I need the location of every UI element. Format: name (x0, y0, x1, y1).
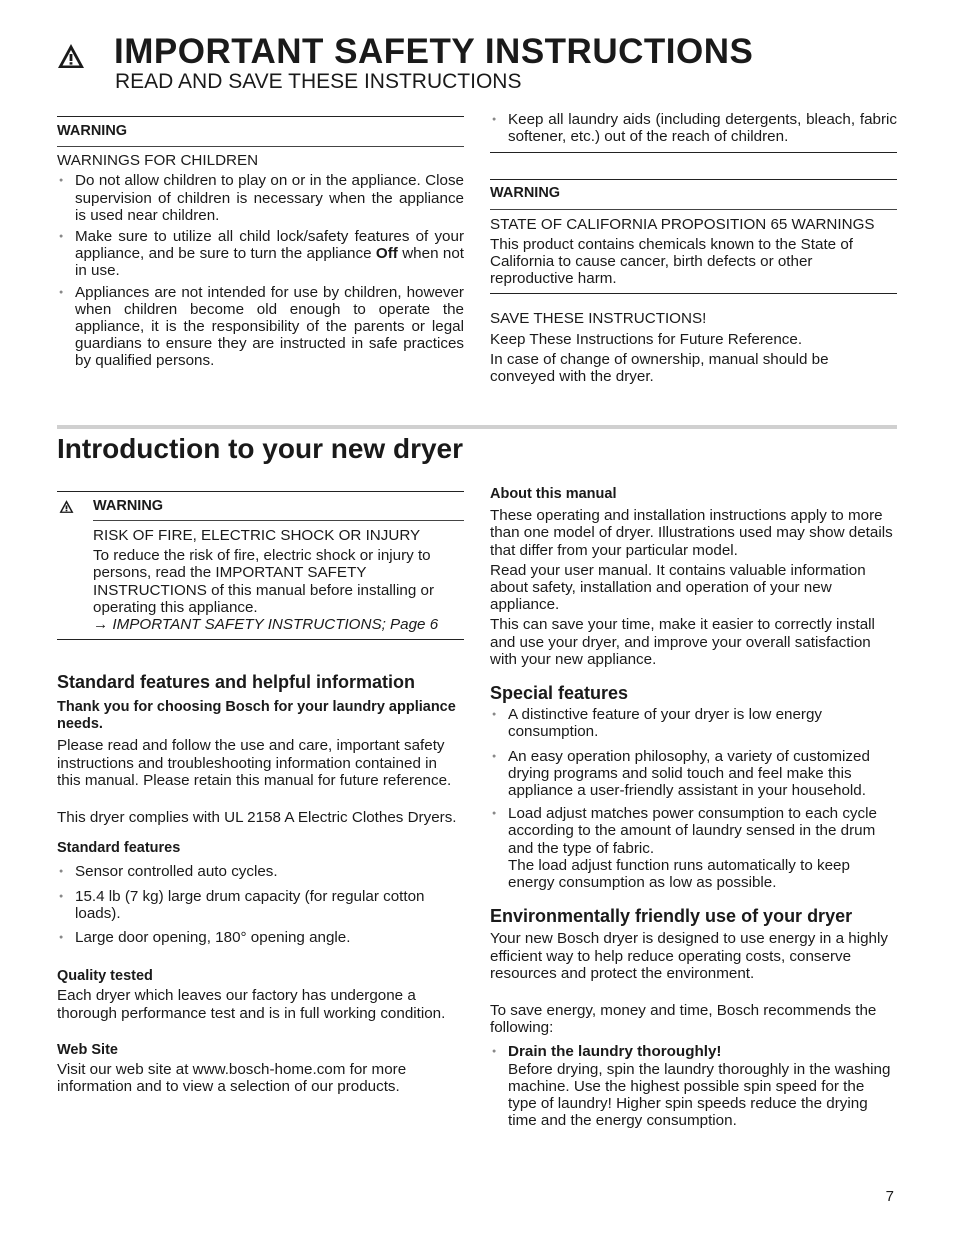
warning-text: To reduce the risk of fire, electric shock or injury to persons, read the IMPORTANT SAFETY INSTRUCTIONS of this manual before installing or operating this appliance. (93, 547, 434, 616)
page-number: 7 (885, 1188, 894, 1205)
cross-reference-link[interactable]: IMPORTANT SAFETY INSTRUCTIONS; Page 6 (112, 616, 439, 634)
about-para: These operating and installation instructions apply to more than one model of dryer. Illustrations used may show details that differ from your particular model. (490, 507, 893, 559)
list-item-text: The load adjust function runs automatically to keep energy consumption as low as possible. (508, 856, 850, 892)
quality-heading: Quality tested (57, 968, 153, 985)
divider (490, 209, 897, 210)
about-para: This can save your time, make it easier to correctly install and use your dryer, and improve your overall satisfaction with your new appliance. (490, 616, 875, 668)
special-features-list (490, 706, 897, 891)
quality-text: Each dryer which leaves our factory has undergone a thorough performance test and is in full working condition. (57, 987, 446, 1022)
save-text: Keep These Instructions for Future Reference. (490, 330, 803, 348)
list-item-text: Load adjust matches power consumption to each cycle according to the amount of laundry sensed in the drum and the type of fabric. (508, 805, 877, 857)
list-item: ● A distinctive feature of your dryer is low energy consumption. (490, 706, 897, 740)
cross-reference (93, 616, 464, 633)
tip-text: Before drying, spin the laundry thoroughly in the washing machine. Use the highest possible spin speed for the type of laundry! Higher spin speeds reduce the drying time and the energy consumption. (508, 1060, 891, 1130)
intro-title: Introduction to your new dryer (57, 433, 464, 464)
list-item: ● 15.4 lb (7 kg) large drum capacity (for regular cotton loads). (57, 888, 464, 922)
features-heading: Standard features (57, 840, 181, 857)
warning-body (57, 527, 464, 633)
list-item-text: when not in use. (75, 245, 464, 280)
safety-left-column (57, 116, 464, 370)
special-heading: Special features (490, 683, 629, 704)
list-item: ● Keep all laundry aids (including detergents, bleach, fabric softener, etc.) out of the reach of children. (490, 111, 897, 145)
list-item: ● Appliances are not intended for use by children, however when children become old enough to operate the appliance, it is the responsibility of the parents or legal guardians to ensure they are instructed in safe practices by qualified persons. (57, 284, 464, 370)
list-item-text: Make sure to utilize all child lock/safety features of your appliance, and be sure to turn the appliance (75, 228, 464, 263)
divider (490, 293, 897, 294)
laundry-aids-list (490, 111, 897, 145)
env-heading: Environmentally friendly use of your dryer (490, 906, 853, 927)
web-text: Visit our web site at www.bosch-home.com for more information and to view a selection of our products. (57, 1061, 407, 1096)
list-item-bold: Off (375, 245, 398, 263)
intro-right-column (490, 486, 897, 1130)
children-heading: WARNINGS FOR CHILDREN (57, 152, 259, 170)
divider (57, 116, 464, 117)
divider (93, 520, 464, 521)
standard-para: Please read and follow the use and care, important safety instructions and troubleshooting information contained in this manual. Please retain this manual for future reference. (57, 737, 452, 789)
divider (57, 639, 464, 640)
warning-triangle-icon (58, 499, 75, 514)
list-item: ● Large door opening, 180° opening angle. (57, 929, 464, 946)
arrow-icon: → (93, 616, 109, 634)
list-item: ● Sensor controlled auto cycles. (57, 863, 464, 880)
standard-para: This dryer complies with UL 2158 A Electric Clothes Dryers. (57, 809, 457, 827)
divider (490, 152, 897, 153)
tip-heading: ● Drain the laundry thoroughly! (508, 1043, 722, 1061)
warning-label: WARNING (93, 498, 164, 514)
prop65-heading: STATE OF CALIFORNIA PROPOSITION 65 WARNINGS (490, 215, 875, 233)
thank-you-text: Thank you for choosing Bosch for your laundry appliance needs. (57, 699, 456, 733)
list-item: ● Do not allow children to play on or in the appliance. Close supervision of children is necessary when the appliance is used near children. (57, 172, 464, 224)
divider (490, 179, 897, 180)
save-heading: SAVE THESE INSTRUCTIONS! (490, 310, 707, 328)
list-item: ● An easy operation philosophy, a variety of customized drying programs and solid touch and feel make this appliance a user-friendly assistant in your household. (490, 748, 897, 800)
env-para: To save energy, money and time, Bosch recommends the following: (490, 1002, 877, 1037)
page-title: IMPORTANT SAFETY INSTRUCTIONS (114, 32, 754, 71)
about-para: Read your user manual. It contains valuable information about safety, installation and operation of your new appliance. (490, 561, 866, 614)
about-heading: About this manual (490, 486, 617, 502)
list-item (490, 1043, 897, 1129)
energy-tips-list (490, 1043, 897, 1129)
warning-heading: RISK OF FIRE, ELECTRIC SHOCK OR INJURY (93, 527, 421, 544)
features-list (57, 863, 464, 946)
divider (57, 146, 464, 147)
web-heading: Web Site (57, 1041, 118, 1058)
intro-left-column (57, 491, 464, 1095)
standard-heading: Standard features and helpful information (57, 672, 416, 693)
warning-label: WARNING (57, 123, 128, 139)
warning-label: WARNING (490, 185, 561, 202)
save-text: In case of change of ownership, manual should be conveyed with the dryer. (490, 350, 829, 386)
safety-right-column (490, 111, 897, 385)
warning-header (57, 492, 464, 520)
list-item (57, 228, 464, 280)
section-divider (57, 425, 897, 429)
env-para: Your new Bosch dryer is designed to use energy in a highly efficient way to help reduce operating costs, conserve resources and protect the environment. (490, 930, 888, 982)
prop65-text: This product contains chemicals known to the State of California to cause cancer, birth defects or other reproductive harm. (490, 235, 854, 288)
list-item (490, 805, 897, 891)
warning-triangle-icon (56, 42, 86, 70)
children-warning-list (57, 172, 464, 369)
page-subtitle: READ AND SAVE THESE INSTRUCTIONS (115, 70, 522, 93)
